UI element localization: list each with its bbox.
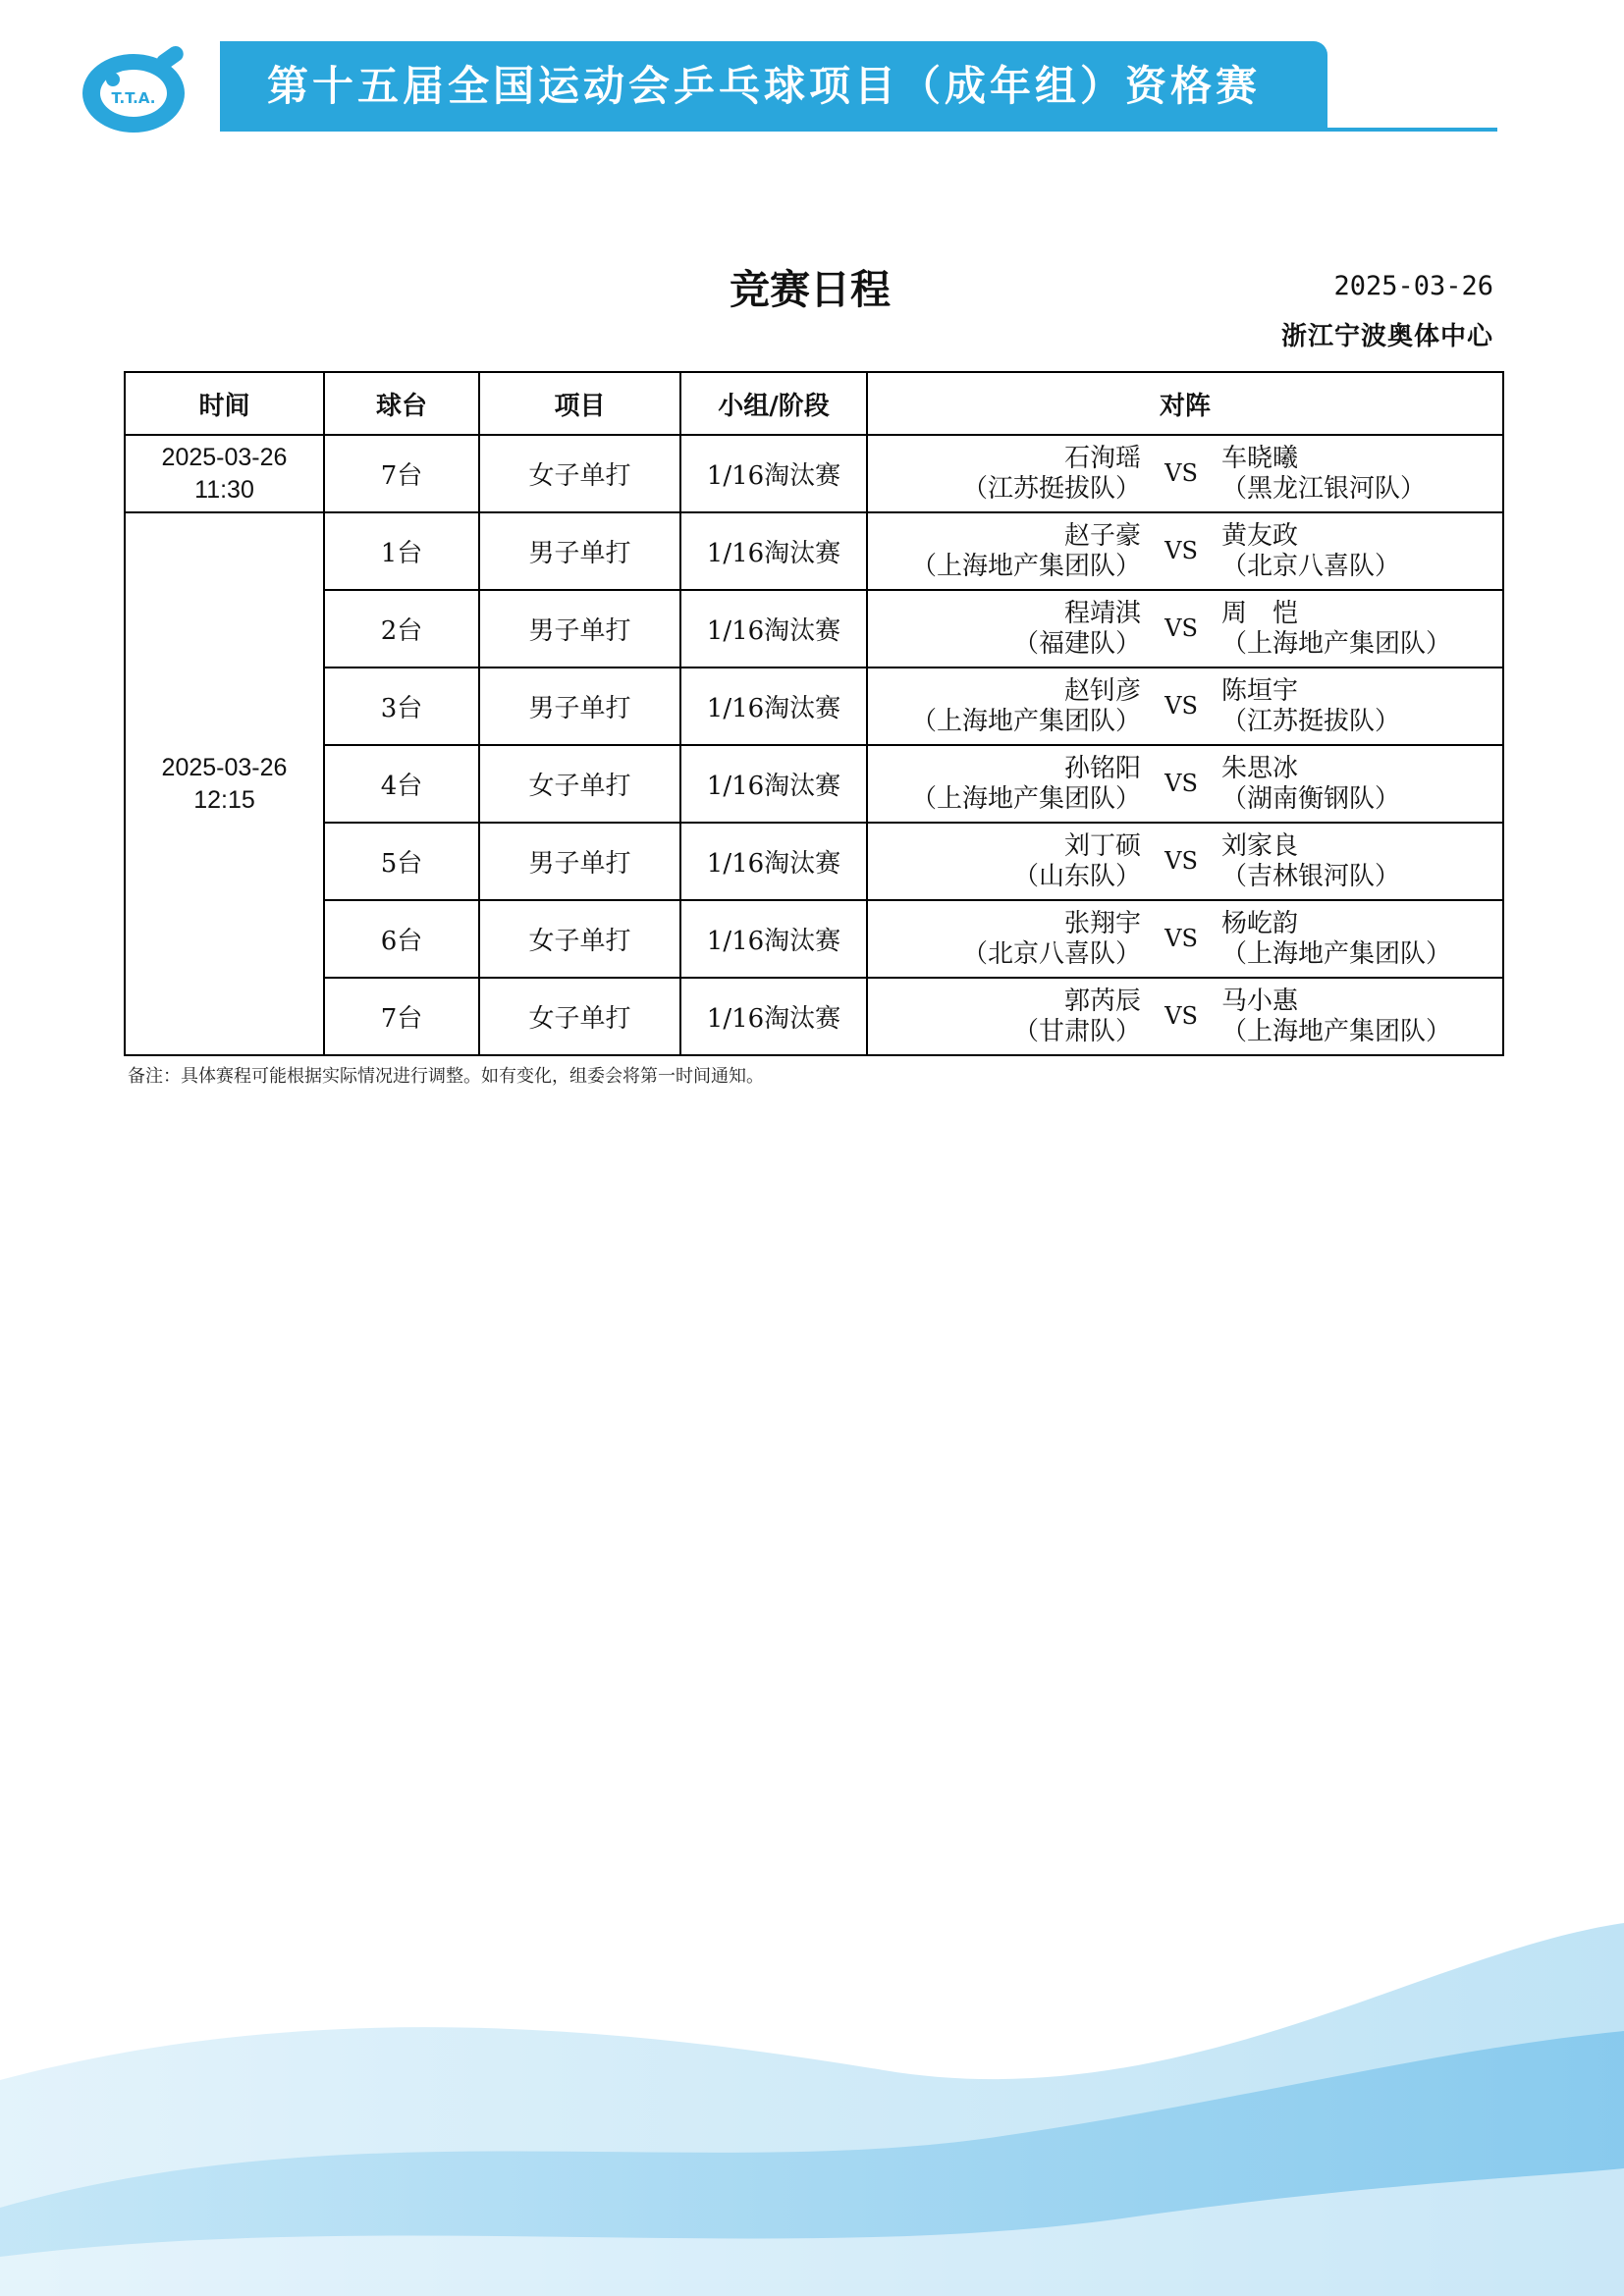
match-time: 2025-03-26 12:15: [161, 753, 288, 814]
player-two: [1221, 676, 1502, 737]
player-one-name: 张翔宇: [1063, 908, 1141, 938]
player-two-team: （北京八喜队）: [1221, 551, 1401, 581]
table-number: 5台: [324, 823, 479, 900]
vs-label: VS: [1164, 614, 1198, 642]
player-two: [1221, 444, 1502, 505]
player-two-team: （黑龙江银河队）: [1221, 473, 1427, 504]
tta-logo: [79, 44, 191, 134]
table-row: [125, 512, 1503, 590]
header-banner: [220, 41, 1327, 132]
event-name: 女子单打: [479, 900, 680, 978]
schedule-table: [124, 371, 1504, 1056]
time-cell: [125, 435, 324, 512]
player-two-name: 马小惠: [1221, 986, 1299, 1016]
player-two: [1221, 521, 1502, 582]
player-two-team: （湖南衡钢队）: [1221, 783, 1401, 814]
player-two: [1221, 599, 1502, 660]
match-time: 2025-03-26 11:30: [161, 443, 288, 504]
player-one: [868, 676, 1141, 737]
vs-label: VS: [1164, 925, 1198, 952]
table-number: 7台: [324, 978, 479, 1055]
player-two-team: （吉林银河队）: [1221, 861, 1401, 891]
player-one-team: （上海地产集团队）: [910, 783, 1141, 814]
vs-label: VS: [1164, 459, 1198, 487]
player-one-team: （上海地产集团队）: [910, 706, 1141, 736]
player-two-name: 黄友政: [1221, 520, 1299, 551]
player-one: [868, 521, 1141, 582]
player-two-name: 朱思冰: [1221, 753, 1299, 783]
event-name: 女子单打: [479, 978, 680, 1055]
player-two: [1221, 909, 1502, 970]
table-row: [125, 667, 1503, 745]
table-number: 4台: [324, 745, 479, 823]
table-row: [125, 590, 1503, 667]
player-one-team: （山东队）: [1012, 861, 1141, 891]
player-one-team: （北京八喜队）: [961, 938, 1141, 969]
player-one-name: 程靖淇: [1063, 598, 1141, 628]
player-one-team: （上海地产集团队）: [910, 551, 1141, 581]
event-name: 女子单打: [479, 435, 680, 512]
table-number: 3台: [324, 667, 479, 745]
table-row: [125, 978, 1503, 1055]
player-one-name: 赵子豪: [1063, 520, 1141, 551]
header-matchup: 对阵: [867, 372, 1503, 435]
player-two-name: 车晓曦: [1221, 443, 1299, 473]
stage-name: 1/16淘汰赛: [680, 823, 867, 900]
stage-name: 1/16淘汰赛: [680, 745, 867, 823]
header-time: 时间: [125, 372, 324, 435]
player-one: [868, 444, 1141, 505]
matchup-cell: [867, 745, 1503, 823]
player-one-team: （江苏挺拔队）: [961, 473, 1141, 504]
matchup-cell: [867, 435, 1503, 512]
player-one-team: （甘肃队）: [1012, 1016, 1141, 1046]
player-two-name: 陈垣宇: [1221, 675, 1299, 706]
event-name: 男子单打: [479, 823, 680, 900]
player-one-name: 刘丁硕: [1063, 830, 1141, 861]
time-cell: [125, 512, 324, 1055]
event-name: 男子单打: [479, 512, 680, 590]
stage-name: 1/16淘汰赛: [680, 435, 867, 512]
logo-text: T.T.A.: [111, 89, 156, 107]
player-two-team: （上海地产集团队）: [1221, 628, 1452, 659]
vs-label: VS: [1164, 1002, 1198, 1030]
vs-label: VS: [1164, 537, 1198, 564]
table-number: 6台: [324, 900, 479, 978]
player-one: [868, 831, 1141, 892]
schedule-date: 2025-03-26: [1333, 271, 1493, 301]
player-two: [1221, 987, 1502, 1047]
vs-label: VS: [1164, 692, 1198, 720]
player-two-name: 杨屹韵: [1221, 908, 1299, 938]
matchup-cell: [867, 823, 1503, 900]
stage-name: 1/16淘汰赛: [680, 978, 867, 1055]
player-one-team: （福建队）: [1012, 628, 1141, 659]
player-two-team: （上海地产集团队）: [1221, 938, 1452, 969]
stage-name: 1/16淘汰赛: [680, 512, 867, 590]
player-two-team: （上海地产集团队）: [1221, 1016, 1452, 1046]
footnote: 备注：具体赛程可能根据实际情况进行调整。如有变化，组委会将第一时间通知。: [128, 1066, 764, 1087]
table-row: [125, 745, 1503, 823]
header-table-no: 球台: [324, 372, 479, 435]
player-two: [1221, 754, 1502, 815]
matchup-cell: [867, 978, 1503, 1055]
player-two-name: 周 恺: [1221, 598, 1299, 628]
player-one-name: 赵钊彦: [1063, 675, 1141, 706]
event-name: 女子单打: [479, 745, 680, 823]
player-one: [868, 754, 1141, 815]
header-rule: [220, 128, 1497, 132]
table-header-row: [125, 372, 1503, 435]
matchup-cell: [867, 590, 1503, 667]
event-name: 男子单打: [479, 667, 680, 745]
table-row: [125, 823, 1503, 900]
header-stage: 小组/阶段: [680, 372, 867, 435]
player-one: [868, 909, 1141, 970]
stage-name: 1/16淘汰赛: [680, 590, 867, 667]
event-title: 第十五届全国运动会乒乓球项目（成年组）资格赛: [267, 62, 1262, 110]
page-title: 竞赛日程: [730, 266, 891, 313]
matchup-cell: [867, 512, 1503, 590]
header-event: 项目: [479, 372, 680, 435]
vs-label: VS: [1164, 770, 1198, 797]
player-two: [1221, 831, 1502, 892]
decorative-waves: [0, 1884, 1624, 2296]
table-row: [125, 900, 1503, 978]
player-one: [868, 987, 1141, 1047]
player-one-name: 孙铭阳: [1063, 753, 1141, 783]
event-name: 男子单打: [479, 590, 680, 667]
vs-label: VS: [1164, 847, 1198, 875]
matchup-cell: [867, 900, 1503, 978]
player-one-name: 郭芮辰: [1063, 986, 1141, 1016]
player-one: [868, 599, 1141, 660]
stage-name: 1/16淘汰赛: [680, 900, 867, 978]
table-number: 1台: [324, 512, 479, 590]
stage-name: 1/16淘汰赛: [680, 667, 867, 745]
table-number: 2台: [324, 590, 479, 667]
player-one-name: 石洵瑶: [1063, 443, 1141, 473]
table-row: [125, 435, 1503, 512]
venue-name: 浙江宁波奥体中心: [1280, 322, 1493, 351]
player-two-name: 刘家良: [1221, 830, 1299, 861]
player-two-team: （江苏挺拔队）: [1221, 706, 1401, 736]
table-number: 7台: [324, 435, 479, 512]
matchup-cell: [867, 667, 1503, 745]
